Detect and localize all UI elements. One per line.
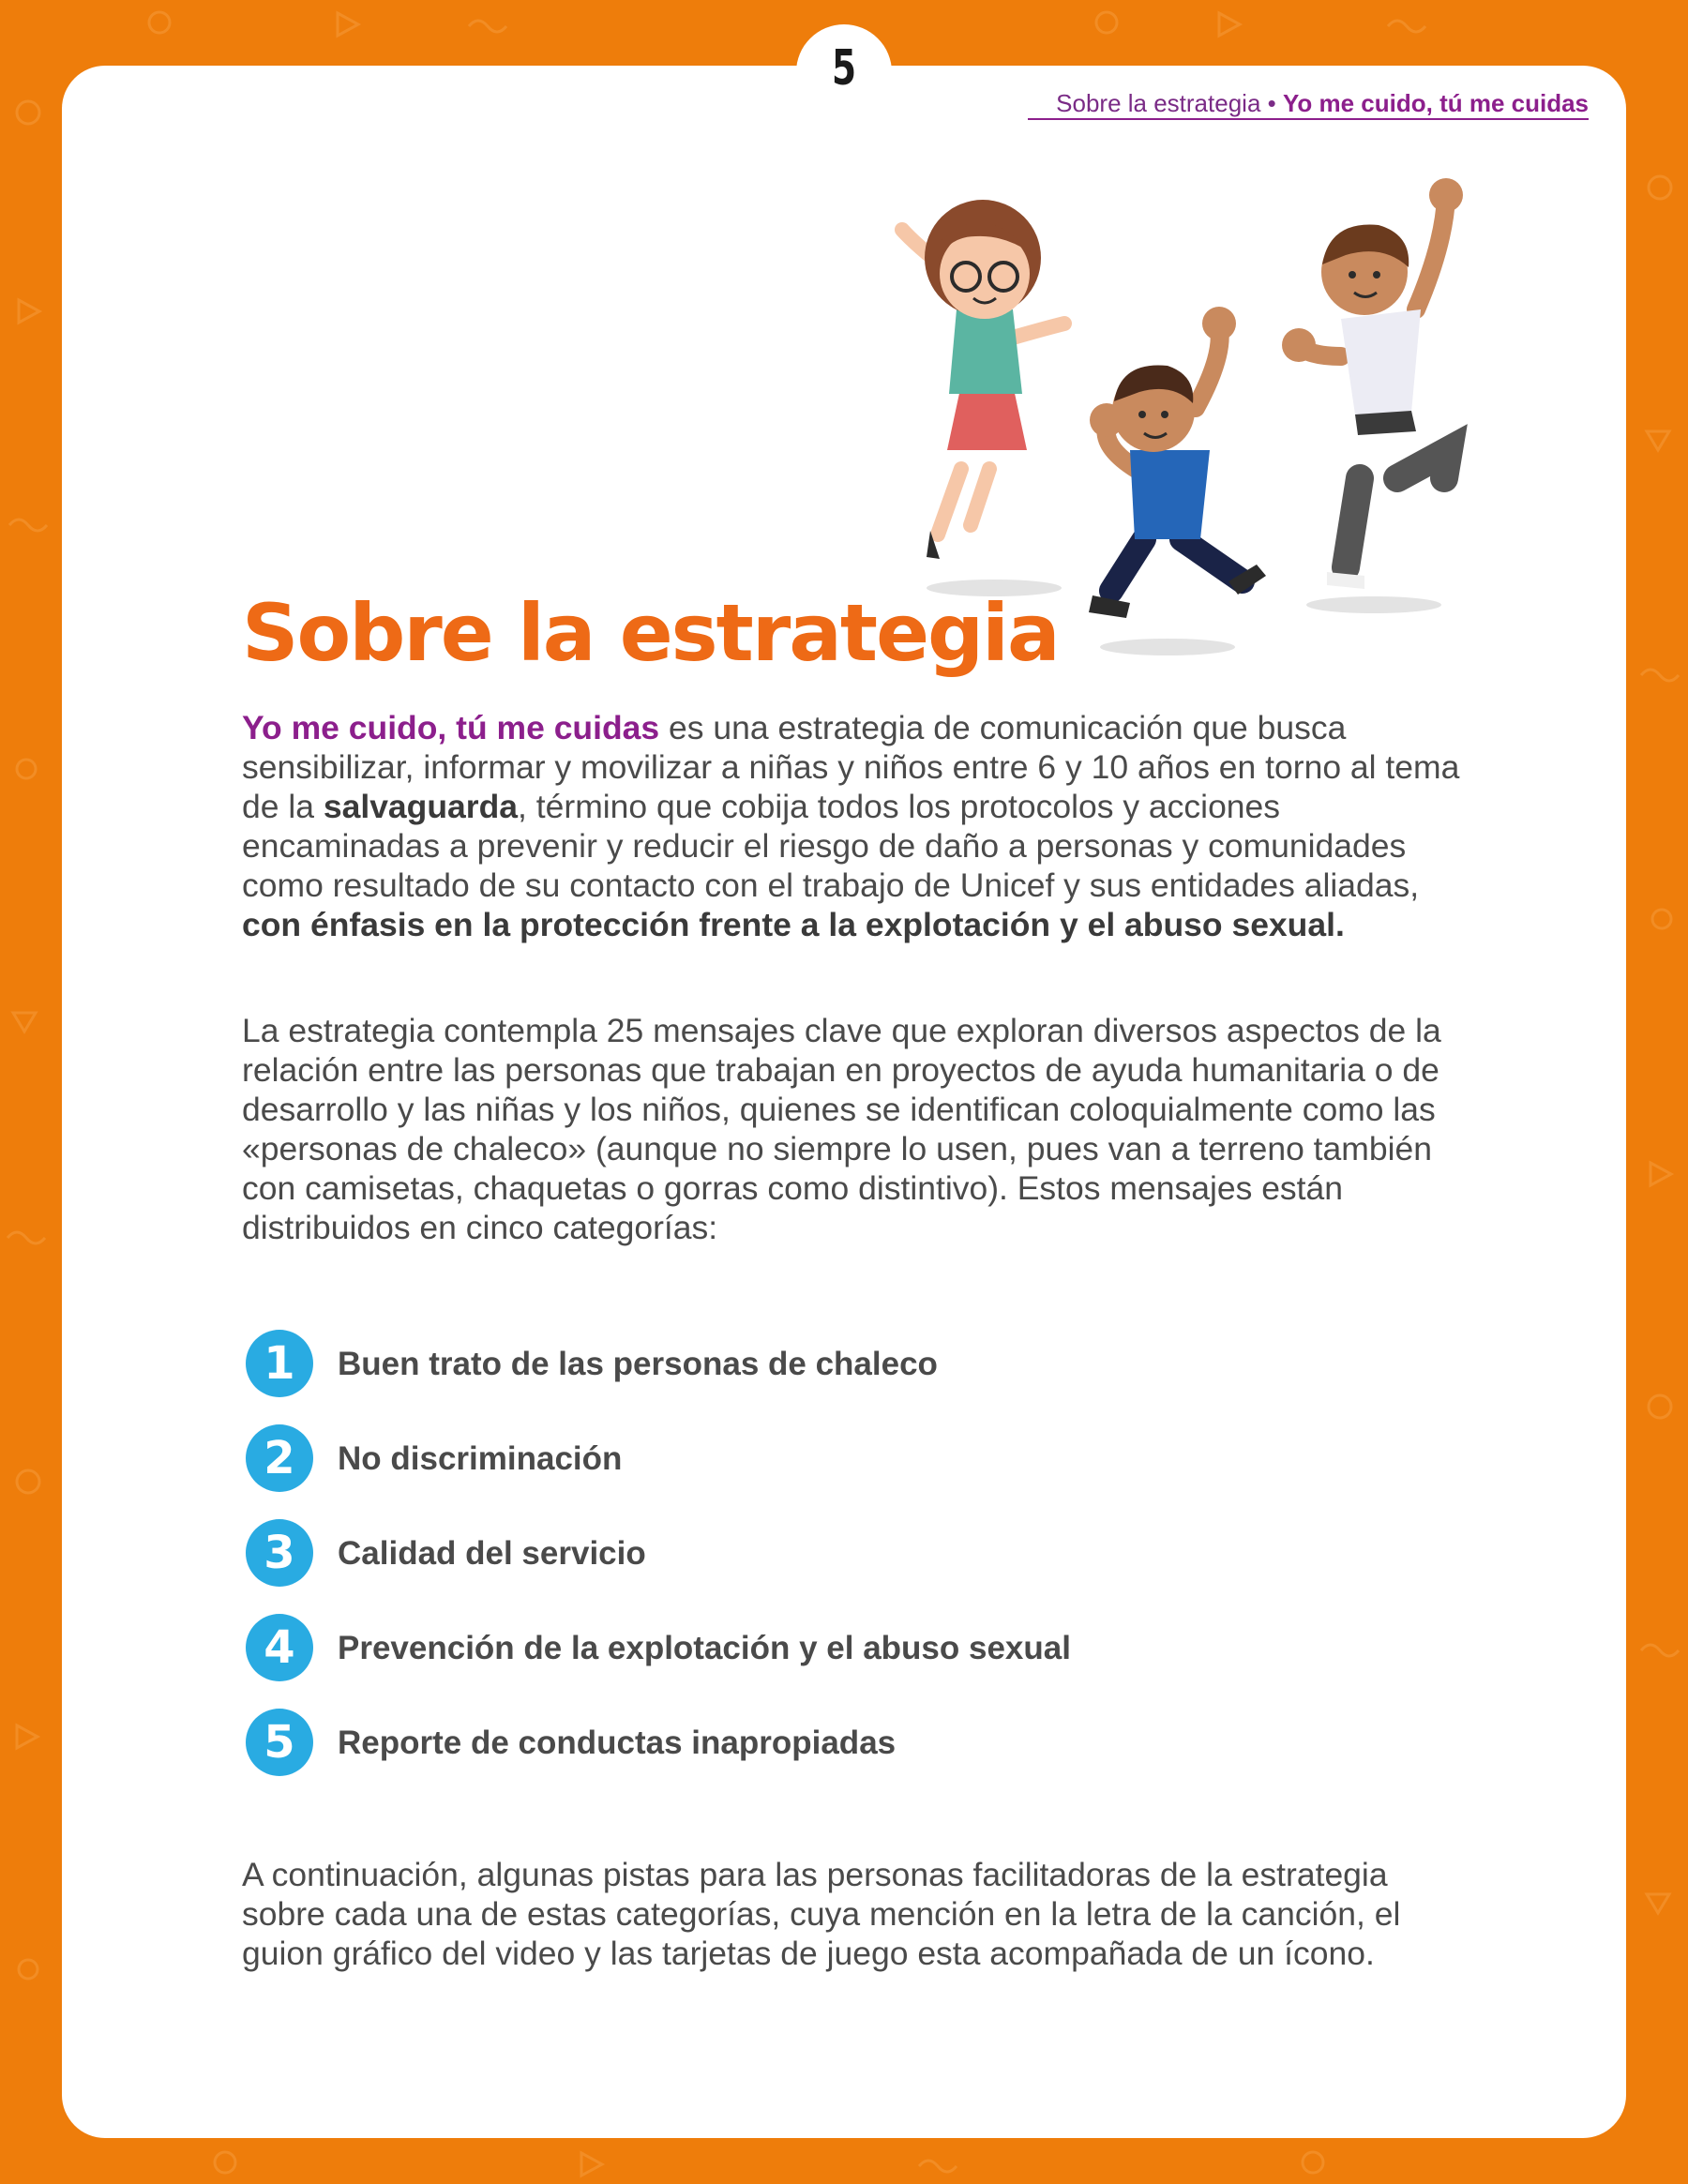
page-number: 5 [831,40,857,97]
intro-text-b: , término que cobija todos los protocolos y acciones encaminadas a prevenir y reducir el riesgo de daño a personas y comunidades como resultado de su contacto con el trabajo de Unicef y sus entidades aliadas, [242,788,1420,904]
intro-text-a: es una estrategia de comunicación que busca sensibilizar, informar y movilizar a niñas y niños entre 6 y 10 años en torno al tema de la [242,709,1460,825]
category-label: No discriminación [338,1440,623,1477]
category-number-badge: 3 [246,1519,313,1587]
category-item [246,1424,1465,1519]
running-header-separator: • [1260,89,1283,117]
category-label: Prevención de la explotación y el abuso sexual [338,1630,1071,1666]
page-title: Sobre la estrategia [242,587,1059,679]
intro-paragraph [242,708,1461,944]
messages-paragraph: La estrategia contempla 25 mensajes clave que exploran diversos aspectos de la relación entre las personas que trabajan en proyectos de ayuda humanitaria o de desarrollo y las niñas y los niños, quienes se identifican coloquialmente como las «personas de chaleco» (aunque no siempre lo usen, pues van a terreno también con camisetas, chaquetas o gorras como distintivo). Estos mensajes están distribuidos en cinco categorías: [242,1012,1441,1246]
intro-brand-name: Yo me cuido, tú me cuidas [242,709,660,746]
category-item [246,1330,1465,1424]
category-number-badge: 1 [246,1330,313,1397]
category-label: Calidad del servicio [338,1535,646,1572]
category-label: Buen trato de las personas de chaleco [338,1346,938,1382]
header-rule [1028,118,1589,120]
category-item [246,1519,1465,1614]
category-item [246,1709,1465,1803]
category-label: Reporte de conductas inapropiadas [338,1725,897,1761]
running-header [1056,88,1589,118]
category-item [246,1614,1465,1709]
category-number-badge: 5 [246,1709,313,1776]
boy-blue-figure [1089,307,1266,618]
category-number-badge: 2 [246,1424,313,1492]
girl-figure [902,200,1064,559]
running-header-section: Sobre la estrategia [1056,89,1261,117]
boy-white-figure [1282,178,1463,589]
category-number-badge: 4 [246,1614,313,1681]
intro-bold-term: salvaguarda [323,788,519,825]
intro-bold-emphasis: con énfasis en la protección frente a la explotación y el abuso sexual. [242,906,1345,943]
closing-paragraph: A continuación, algunas pistas para las personas facilitadoras de la estrategia sobre cada una de estas categorías, cuya mención en la letra de la canción, el guion gráfico del video y las tarjetas de juego esta acompañada de un ícono. [242,1856,1401,1972]
running-header-campaign: Yo me cuido, tú me cuidas [1282,89,1589,117]
category-list [246,1330,1465,1803]
